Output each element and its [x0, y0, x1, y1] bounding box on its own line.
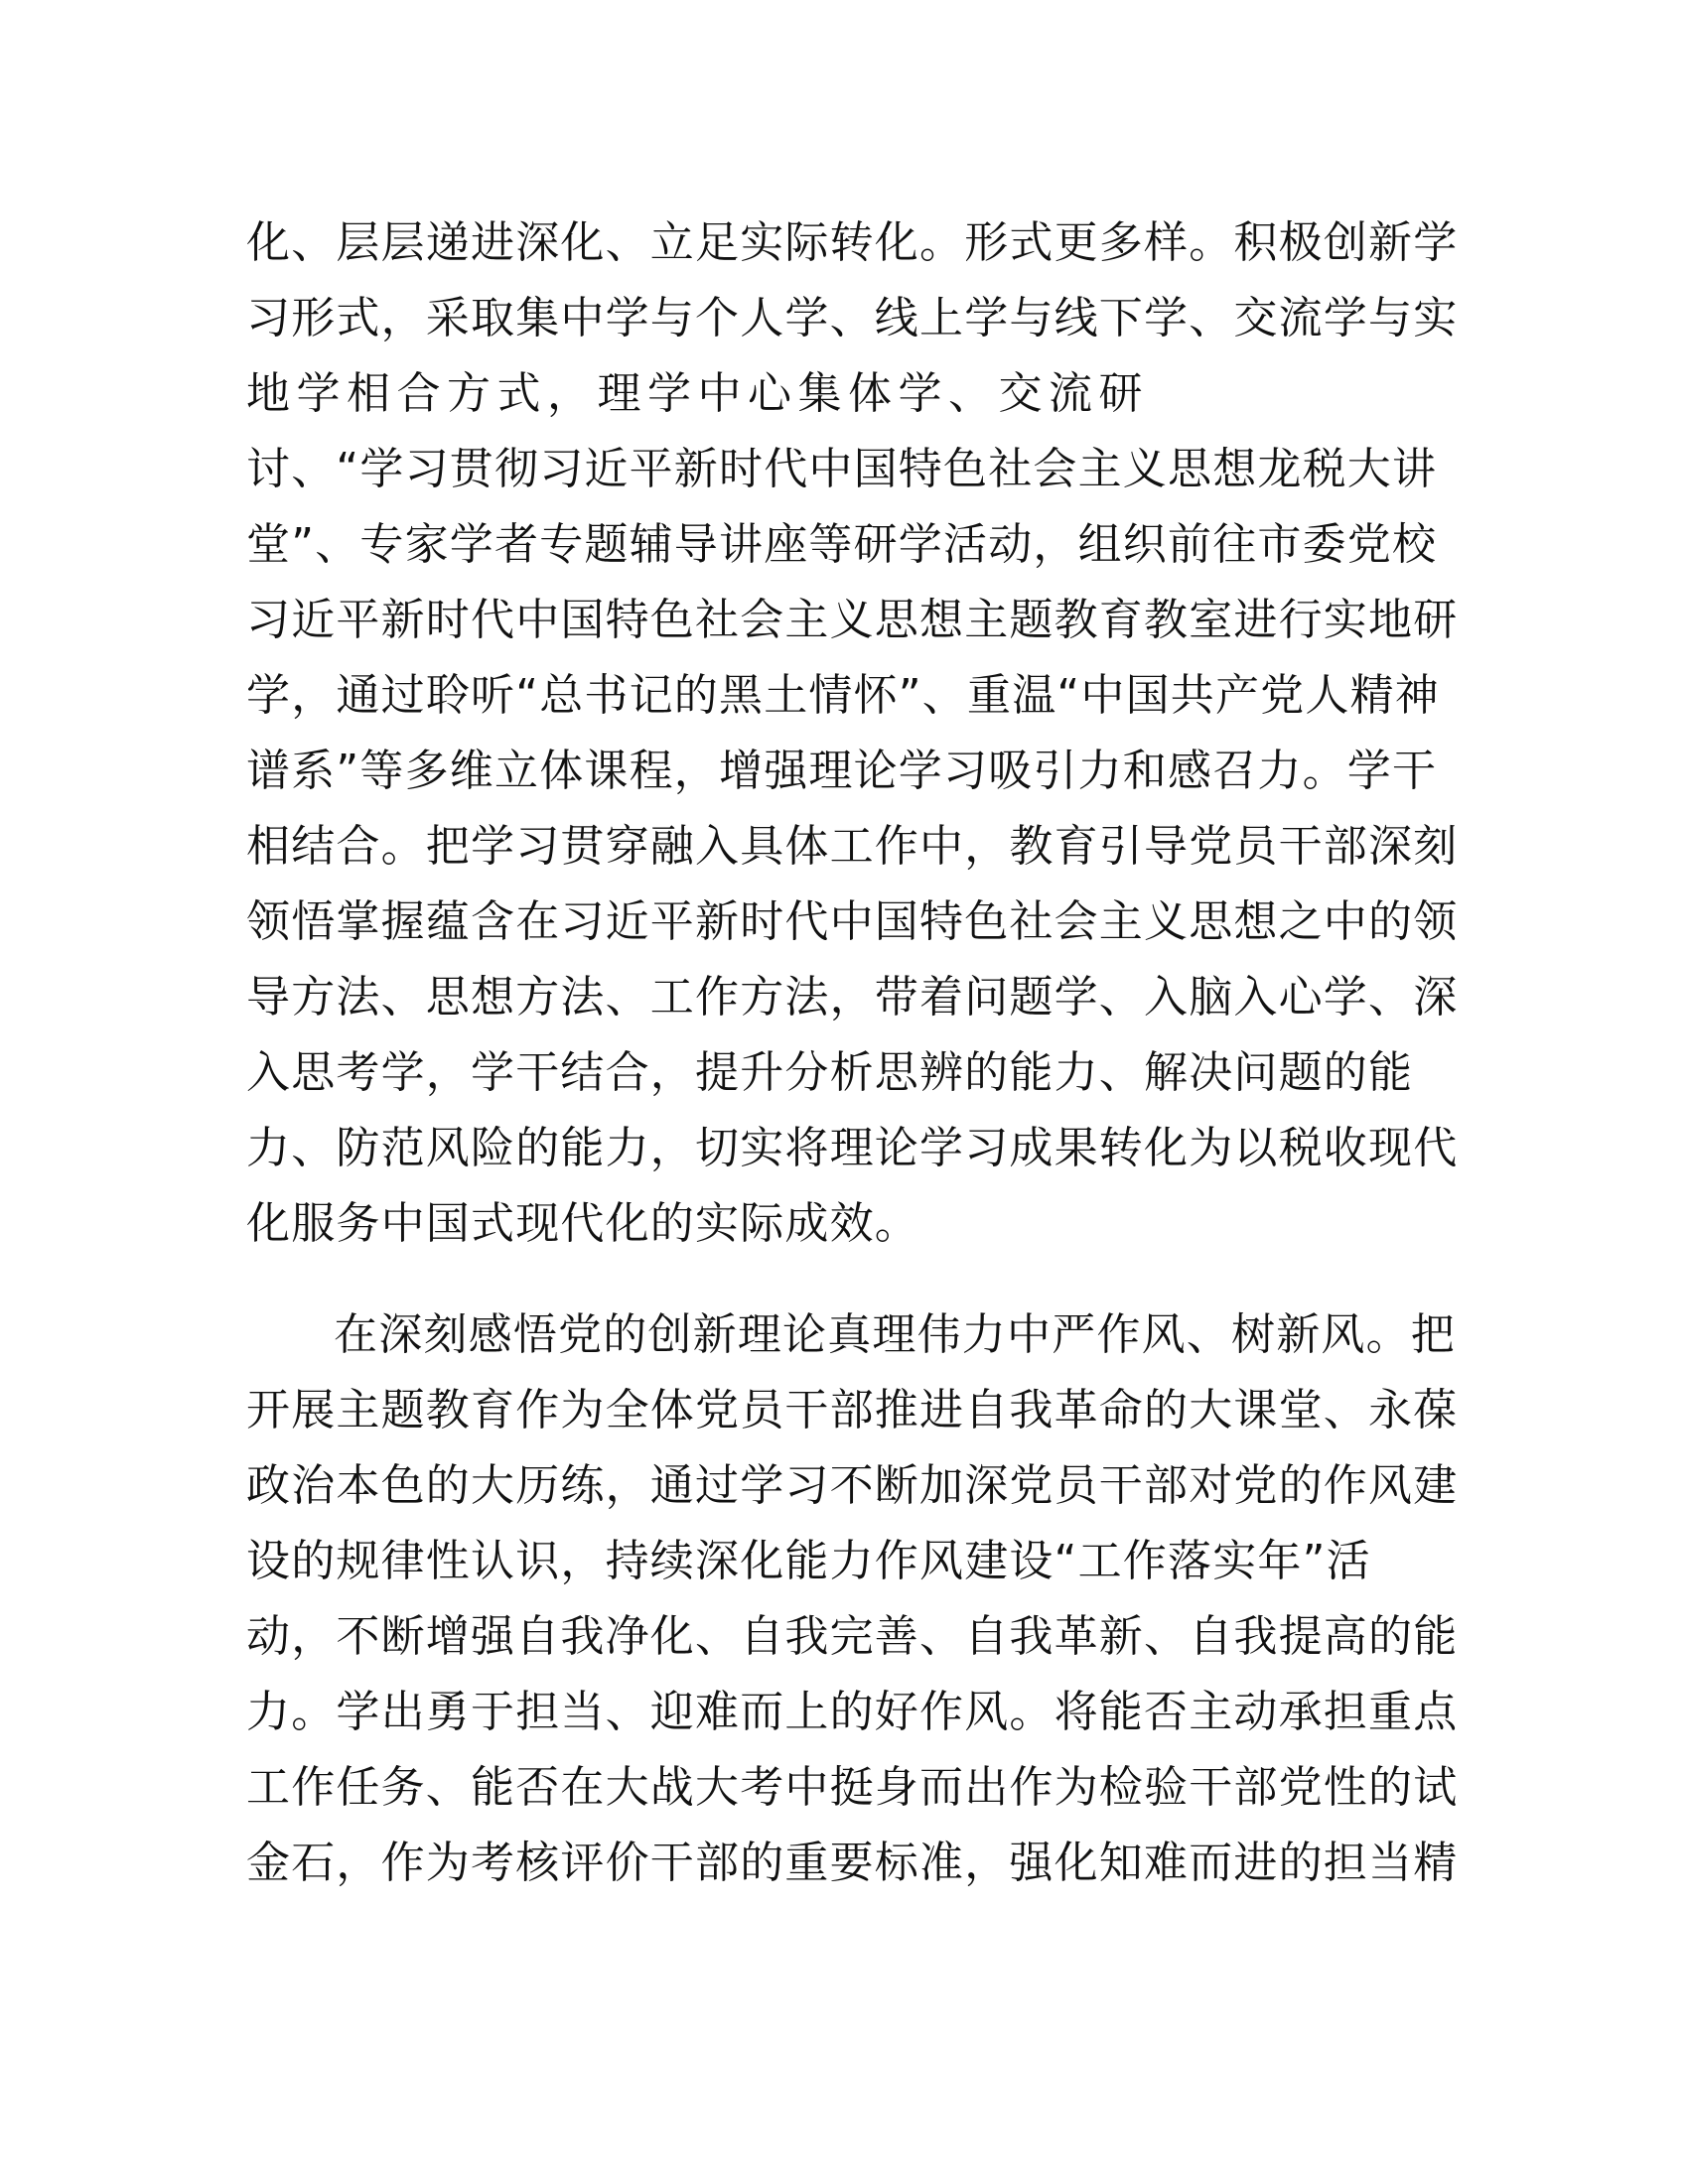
text-line: 力。学出勇于担当、迎难而上的好作风。将能否主动承担重点: [246, 1687, 1459, 1737]
text-line: 入思考学，学干结合，提升分析思辨的能力、解决问题的能: [246, 1047, 1414, 1098]
text-line: 化、层层递进深化、立足实际转化。形式更多样。积极创新学: [246, 217, 1459, 268]
text-line: 谱系”等多维立体课程，增强理论学习吸引力和感召力。学干: [246, 746, 1438, 796]
text-line: 习近平新时代中国特色社会主义思想主题教育教室进行实地研: [246, 595, 1459, 645]
text-line: 设的规律性认识，持续深化能力作风建设“工作落实年”活: [246, 1536, 1371, 1586]
text-line: 相结合。把学习贯穿融入具体工作中，教育引导党员干部深刻: [246, 821, 1459, 872]
text-line: 领悟掌握蕴含在习近平新时代中国特色社会主义思想之中的领: [246, 896, 1459, 947]
text-line: 在深刻感悟党的创新理论真理伟力中严作风、树新风。把: [334, 1309, 1456, 1360]
text-line: 讨、“学习贯彻习近平新时代中国特色社会主义思想龙税大讲: [246, 444, 1438, 494]
text-line: 政治本色的大历练，通过学习不断加深党员干部对党的作风建: [246, 1460, 1459, 1511]
text-line: 化服务中国式现代化的实际成效。: [246, 1198, 919, 1249]
text-line: 堂”、专家学者专题辅导讲座等研学活动，组织前往市委党校: [246, 519, 1438, 570]
text-line: 学，通过聆听“总书记的黑土情怀”、重温“中国共产党人精神: [246, 670, 1440, 721]
text-line: 导方法、思想方法、工作方法，带着问题学、入脑入心学、深: [246, 972, 1459, 1023]
text-line: 金石，作为考核评价干部的重要标准，强化知难而进的担当精: [246, 1838, 1459, 1888]
text-line: 开展主题教育作为全体党员干部推进自我革命的大课堂、永葆: [246, 1385, 1459, 1435]
text-line: 地学相合方式，理学中心集体学、交流研: [246, 368, 1149, 419]
text-line: 力、防范风险的能力，切实将理论学习成果转化为以税收现代: [246, 1123, 1459, 1173]
text-line: 动，不断增强自我净化、自我完善、自我革新、自我提高的能: [246, 1611, 1459, 1662]
text-line: 习形式，采取集中学与个人学、线上学与线下学、交流学与实: [246, 293, 1459, 343]
text-line: 工作任务、能否在大战大考中挺身而出作为检验干部党性的试: [246, 1762, 1459, 1813]
